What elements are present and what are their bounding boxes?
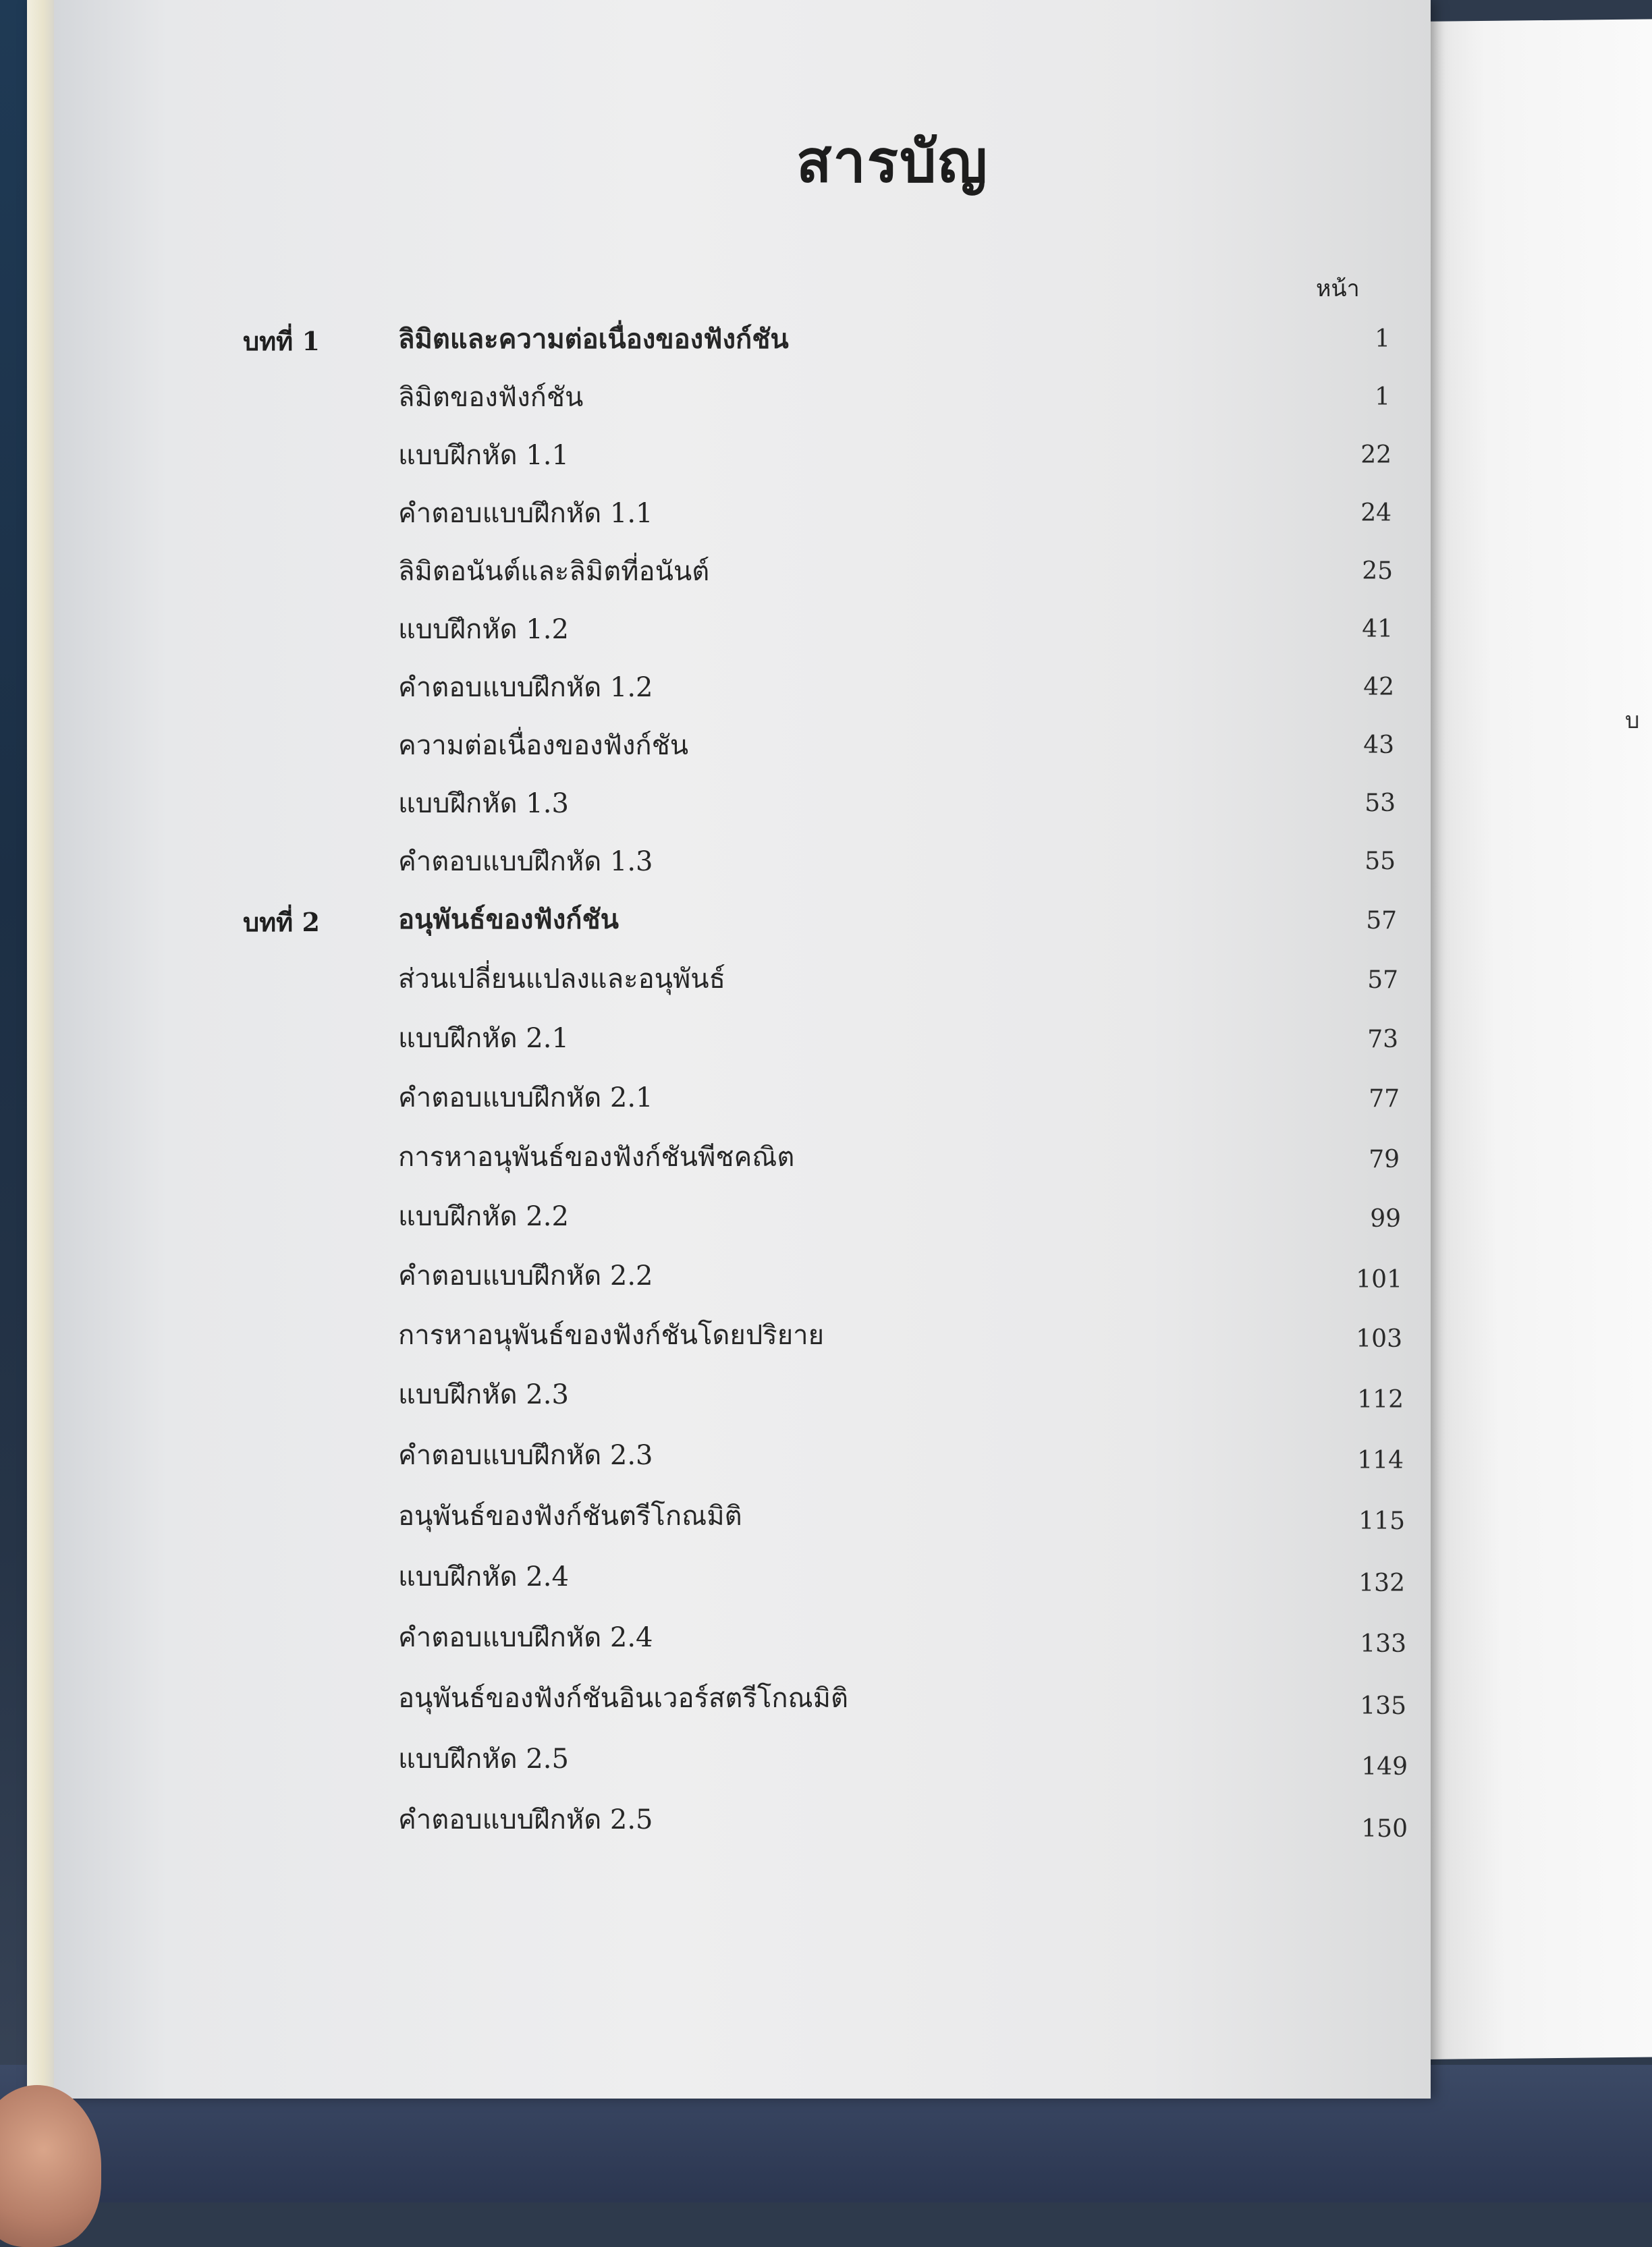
chapter-page-number: 1 bbox=[1375, 325, 1390, 353]
toc-entry: การหาอนุพันธ์ของฟังก์ชันพีชคณิต bbox=[398, 1142, 795, 1173]
chapter-label: บทที่ 2 bbox=[243, 907, 320, 937]
chapter-title: ลิมิตและความต่อเนื่องของฟังก์ชัน bbox=[398, 323, 789, 355]
toc-page-number: 132 bbox=[1358, 1570, 1405, 1597]
toc-page-number: 41 bbox=[1362, 615, 1393, 643]
toc-page-number: 55 bbox=[1365, 848, 1396, 875]
adjacent-page-text: บ bbox=[1625, 707, 1640, 734]
toc-page-number: 42 bbox=[1363, 673, 1394, 701]
toc-entry: ความต่อเนื่องของฟังก์ชัน bbox=[398, 730, 689, 761]
toc-entry: คำตอบแบบฝึกหัด 2.4 bbox=[398, 1622, 653, 1653]
toc-page-number: 133 bbox=[1360, 1630, 1406, 1658]
toc-page-number: 77 bbox=[1369, 1085, 1400, 1113]
toc-entry: อนุพันธ์ของฟังก์ชันอินเวอร์สตรีโกณมิติ bbox=[398, 1683, 848, 1714]
toc-page-number: 53 bbox=[1365, 789, 1396, 817]
chapter-label: บทที่ 1 bbox=[243, 326, 320, 356]
toc-entry: การหาอนุพันธ์ของฟังก์ชันโดยปริยาย bbox=[398, 1320, 825, 1351]
adjacent-page bbox=[1400, 19, 1652, 2059]
toc-entry: อนุพันธ์ของฟังก์ชันตรีโกณมิติ bbox=[398, 1501, 742, 1532]
toc-page-number: 150 bbox=[1361, 1815, 1408, 1843]
toc-entry: คำตอบแบบฝึกหัด 2.5 bbox=[398, 1804, 653, 1835]
toc-page-number: 25 bbox=[1362, 557, 1393, 585]
toc-page-number: 24 bbox=[1360, 499, 1392, 527]
toc-entry: ลิมิตของฟังก์ชัน bbox=[398, 382, 584, 413]
toc-entry: คำตอบแบบฝึกหัด 2.2 bbox=[398, 1260, 653, 1292]
toc-entry: แบบฝึกหัด 1.3 bbox=[398, 788, 569, 819]
toc-entry: คำตอบแบบฝึกหัด 1.2 bbox=[398, 672, 653, 703]
toc-page-number: 73 bbox=[1367, 1026, 1398, 1053]
toc-page-number: 1 bbox=[1375, 383, 1390, 411]
toc-page-number: 79 bbox=[1369, 1146, 1400, 1173]
toc-page-number: 112 bbox=[1357, 1386, 1404, 1414]
toc-entry: แบบฝึกหัด 2.2 bbox=[398, 1201, 569, 1232]
page-spine bbox=[27, 0, 54, 2099]
toc-page-number: 149 bbox=[1361, 1753, 1408, 1781]
toc-page-number: 114 bbox=[1357, 1447, 1404, 1474]
toc-entry: แบบฝึกหัด 2.4 bbox=[398, 1561, 569, 1592]
toc-entry: แบบฝึกหัด 1.1 bbox=[398, 440, 569, 471]
toc-page-number: 115 bbox=[1358, 1507, 1405, 1535]
page-column-header: หน้า bbox=[1316, 275, 1360, 302]
toc-entry: แบบฝึกหัด 1.2 bbox=[398, 614, 569, 645]
book-page bbox=[27, 0, 1431, 2099]
toc-entry: คำตอบแบบฝึกหัด 2.3 bbox=[398, 1440, 653, 1471]
chapter-title: อนุพันธ์ของฟังก์ชัน bbox=[398, 904, 619, 935]
toc-entry: ลิมิตอนันต์และลิมิตที่อนันต์ bbox=[398, 556, 710, 587]
toc-entry: คำตอบแบบฝึกหัด 2.1 bbox=[398, 1082, 653, 1113]
chapter-page-number: 57 bbox=[1366, 907, 1397, 935]
toc-entry: ส่วนเปลี่ยนแปลงและอนุพันธ์ bbox=[398, 964, 726, 995]
toc-entry: คำตอบแบบฝึกหัด 1.3 bbox=[398, 846, 653, 877]
toc-page-number: 99 bbox=[1370, 1205, 1401, 1233]
toc-entry: แบบฝึกหัด 2.5 bbox=[398, 1744, 569, 1775]
toc-page-number: 101 bbox=[1356, 1266, 1402, 1294]
toc-page-number: 57 bbox=[1367, 966, 1398, 994]
page-title: สารบัญ bbox=[796, 128, 989, 196]
toc-entry: แบบฝึกหัด 2.3 bbox=[398, 1379, 569, 1410]
toc-page-number: 43 bbox=[1363, 731, 1394, 759]
toc-page-number: 22 bbox=[1360, 441, 1392, 469]
toc-entry: แบบฝึกหัด 2.1 bbox=[398, 1023, 569, 1054]
toc-page-number: 135 bbox=[1360, 1692, 1406, 1720]
toc-entry: คำตอบแบบฝึกหัด 1.1 bbox=[398, 498, 653, 529]
toc-page-number: 103 bbox=[1356, 1325, 1402, 1353]
